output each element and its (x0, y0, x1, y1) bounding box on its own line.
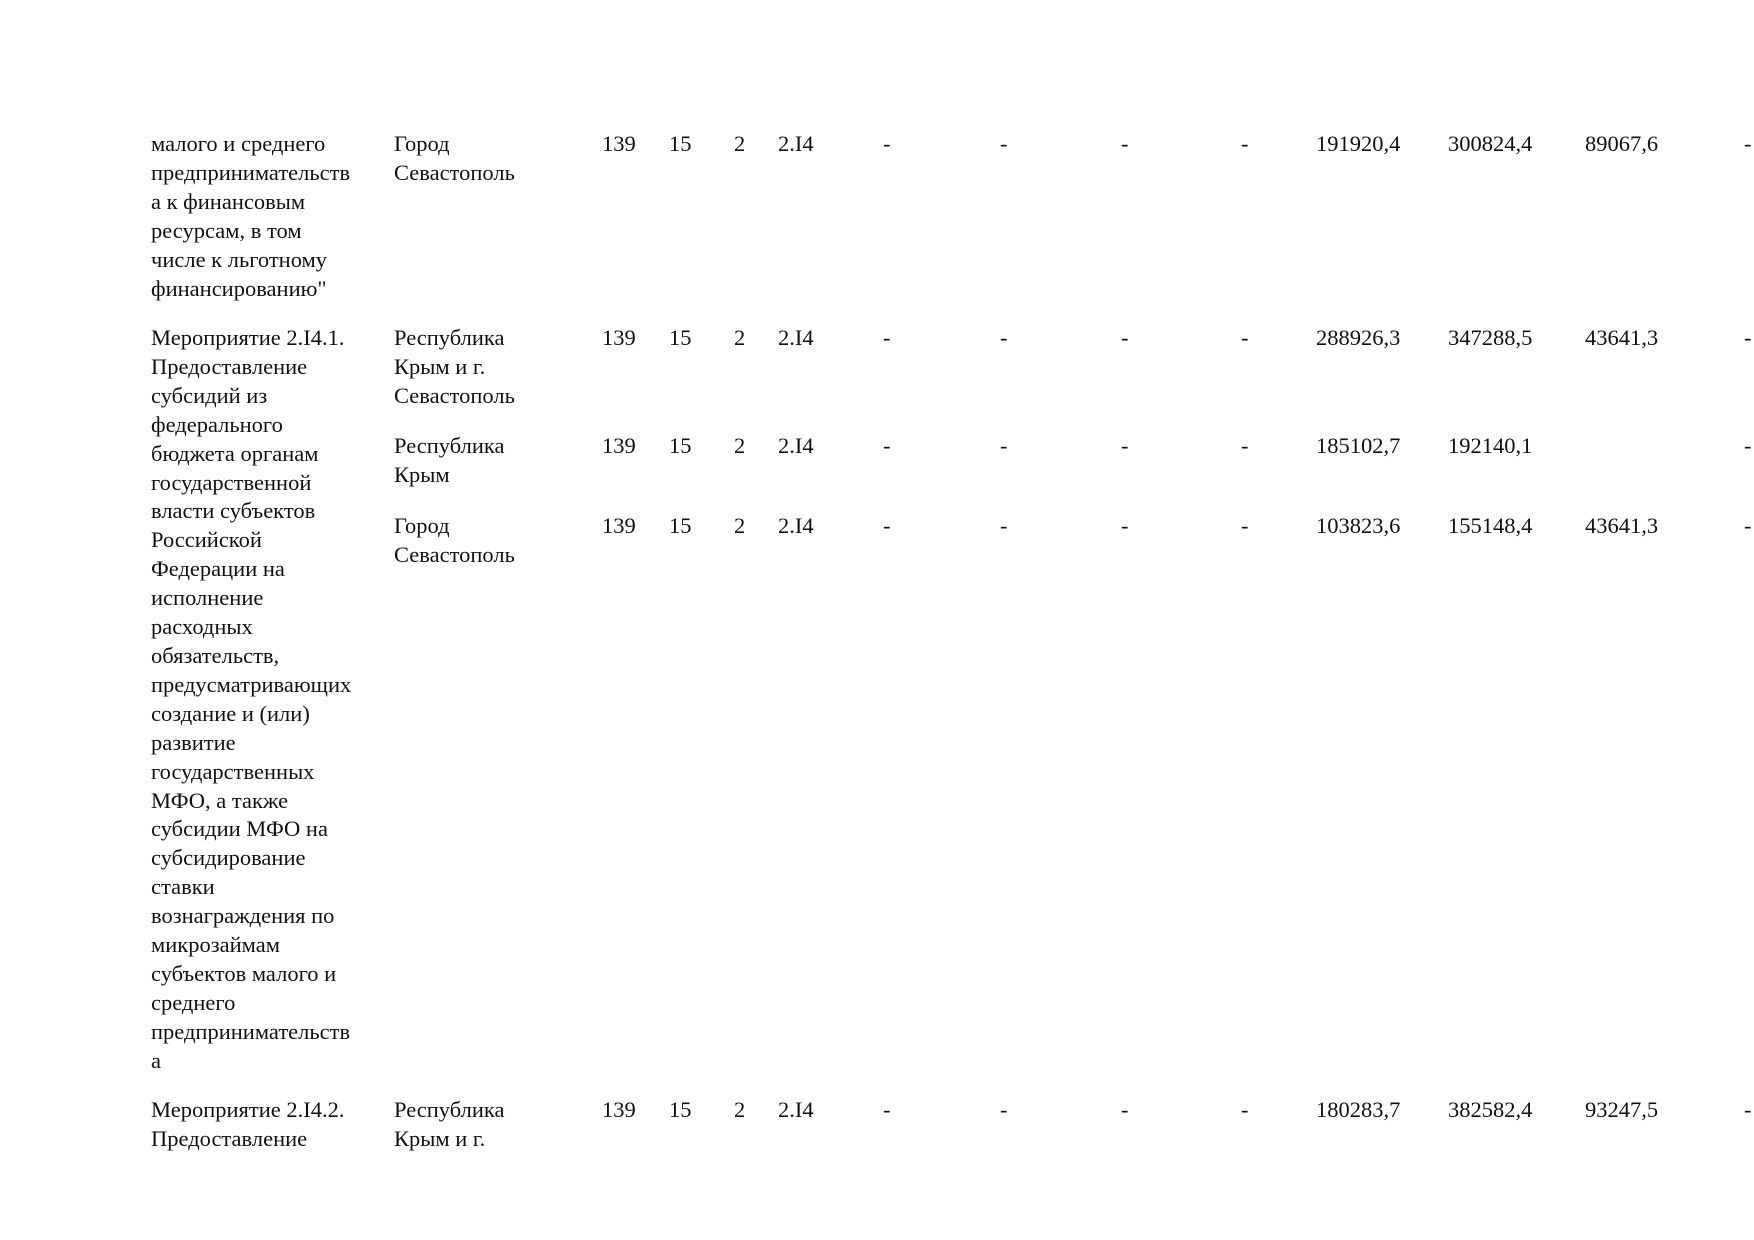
amount-value: 300824,4 (1448, 131, 1533, 156)
amount-value: 43641,3 (1585, 513, 1659, 538)
empty-value-dash: - (1241, 1097, 1249, 1122)
amount-value: 192140,1 (1448, 433, 1533, 458)
budget-code: 139 (602, 131, 636, 156)
budget-code: 2.I4 (778, 131, 814, 156)
empty-value-dash: - (883, 1097, 891, 1122)
empty-value-dash: - (883, 325, 891, 350)
empty-value-dash: - (1744, 325, 1752, 350)
budget-code: 139 (602, 325, 636, 350)
budget-code: 2 (734, 513, 746, 538)
budget-code: 139 (602, 513, 636, 538)
activity-description: Мероприятие 2.I4.1. Предоставление субсидий из федерального бюджета органам государственной власти субъектов Российской Федерации на исполнение расходных обязательств, предусматривающих создание и (или) развитие государственных МФО, а также субсидии МФО на субсидирование ставки вознаграждения по микрозаймам субъектов малого и среднего предпринимательств а (151, 325, 352, 1073)
region-name: Республика Крым и г. (394, 1097, 505, 1151)
budget-code: 15 (669, 131, 692, 156)
budget-code: 139 (602, 1097, 636, 1122)
activity-description: Мероприятие 2.I4.2. Предоставление (151, 1097, 345, 1151)
budget-code: 2.I4 (778, 325, 814, 350)
budget-code: 2 (734, 325, 746, 350)
region-name: Республика Крым (394, 433, 505, 487)
empty-value-dash: - (1000, 513, 1008, 538)
region-name: Республика Крым и г. Севастополь (394, 325, 515, 408)
budget-code: 15 (669, 513, 692, 538)
budget-code: 2 (734, 433, 746, 458)
empty-value-dash: - (1000, 1097, 1008, 1122)
empty-value-dash: - (1241, 131, 1249, 156)
empty-value-dash: - (1241, 433, 1249, 458)
amount-value: 191920,4 (1316, 131, 1401, 156)
empty-value-dash: - (1000, 433, 1008, 458)
empty-value-dash: - (1121, 131, 1129, 156)
activity-description: малого и среднего предпринимательств а к финансовым ресурсам, в том числе к льготному финансированию" (151, 131, 351, 301)
budget-code: 15 (669, 1097, 692, 1122)
empty-value-dash: - (1744, 1097, 1752, 1122)
amount-value: 43641,3 (1585, 325, 1659, 350)
empty-value-dash: - (1241, 325, 1249, 350)
amount-value: 185102,7 (1316, 433, 1401, 458)
budget-code: 2.I4 (778, 1097, 814, 1122)
empty-value-dash: - (883, 433, 891, 458)
empty-value-dash: - (1121, 325, 1129, 350)
empty-value-dash: - (1241, 513, 1249, 538)
region-name: Город Севастополь (394, 131, 515, 185)
empty-value-dash: - (1744, 513, 1752, 538)
empty-value-dash: - (1744, 433, 1752, 458)
amount-value: 89067,6 (1585, 131, 1659, 156)
empty-value-dash: - (883, 131, 891, 156)
amount-value: 288926,3 (1316, 325, 1401, 350)
empty-value-dash: - (883, 513, 891, 538)
budget-code: 2.I4 (778, 513, 814, 538)
empty-value-dash: - (1121, 513, 1129, 538)
amount-value: 103823,6 (1316, 513, 1401, 538)
empty-value-dash: - (1121, 1097, 1129, 1122)
empty-value-dash: - (1744, 131, 1752, 156)
amount-value: 93247,5 (1585, 1097, 1659, 1122)
budget-code: 2 (734, 131, 746, 156)
budget-code: 15 (669, 325, 692, 350)
amount-value: 347288,5 (1448, 325, 1533, 350)
budget-code: 2 (734, 1097, 746, 1122)
budget-code: 15 (669, 433, 692, 458)
budget-code: 2.I4 (778, 433, 814, 458)
amount-value: 155148,4 (1448, 513, 1533, 538)
amount-value: 180283,7 (1316, 1097, 1401, 1122)
region-name: Город Севастополь (394, 513, 515, 567)
amount-value: 382582,4 (1448, 1097, 1533, 1122)
empty-value-dash: - (1000, 131, 1008, 156)
empty-value-dash: - (1000, 325, 1008, 350)
empty-value-dash: - (1121, 433, 1129, 458)
budget-code: 139 (602, 433, 636, 458)
